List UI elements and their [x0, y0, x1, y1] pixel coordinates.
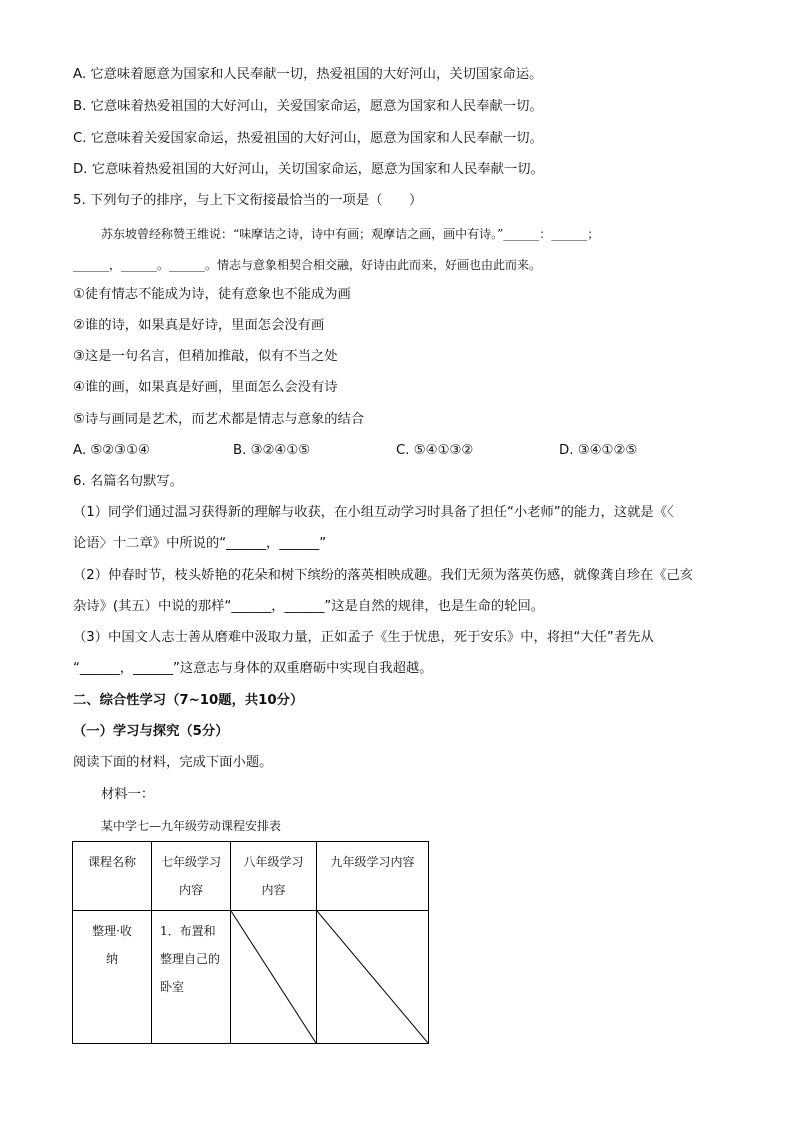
q6-item1-line1: （1）同学们通过温习获得新的理解与收获，在小组互动学习时具备了担任“小老师”的能力，这就是《〈	[73, 505, 674, 520]
q6-item1-line2: 论语〉十二章》中所说的“______，______”	[73, 536, 327, 551]
table-row	[73, 911, 429, 1044]
q4-option-c: C. 它意味着关爱国家命运，热爱祖国的大好河山，愿意为国家和人民奉献一切。	[73, 131, 543, 146]
cell-grade7: 1．布置和整理自己的卧室	[152, 911, 231, 1044]
table-caption: 某中学七—九年级劳动课程安排表	[101, 819, 282, 833]
q5-sentence-1: ①徒有情志不能成为诗，徒有意象也不能成为画	[73, 287, 351, 302]
cell-grade9-empty	[317, 911, 429, 1044]
table-header-row	[73, 842, 429, 911]
q6-item3-line2: “______，______”这意志与身体的双重磨砺中实现自我超越。	[73, 661, 433, 676]
section-heading: 二、综合性学习（7~10题，共10分）	[73, 693, 304, 708]
q5-sentence-2: ②谁的诗，如果真是好诗，里面怎会没有画	[73, 318, 325, 333]
cell-grade8-empty	[231, 911, 317, 1044]
material-label: 材料一：	[101, 787, 155, 802]
q5-choice-c: C. ⑤④①③②	[396, 443, 474, 458]
header-grade9: 九年级学习内容	[317, 842, 429, 911]
header-grade8: 八年级学习内容	[231, 842, 317, 911]
q6-item2-line1: （2）仲春时节，枝头娇艳的花朵和树下缤纷的落英相映成趣。我们无须为落英伤感，就像龚自珍在《己亥	[73, 568, 694, 583]
labor-course-table	[72, 841, 429, 1044]
diagonal-line	[317, 911, 428, 1043]
q5-sentence-5: ⑤诗与画同是艺术，而艺术都是情志与意象的结合	[73, 412, 365, 427]
q4-option-d: D. 它意味着热爱祖国的大好河山，关切国家命运，愿意为国家和人民奉献一切。	[73, 162, 544, 177]
q5-passage-line1: 苏东坡曾经称赞王维说：“味摩诘之诗，诗中有画；观摩诘之画，画中有诗。”______：______；	[101, 227, 600, 241]
subsection-heading: （一）学习与探究（5分）	[73, 724, 229, 739]
q5-choice-d: D. ③④①②⑤	[559, 443, 638, 458]
q6-item2-line2: 杂诗》(其五）中说的那样“______，______”这是自然的规律，也是生命的轮回。	[73, 599, 545, 614]
q6-stem: 6. 名篇名句默写。	[73, 474, 183, 489]
cell-course: 整理·收纳	[73, 911, 152, 1044]
q5-passage-line2: ______，______。______。情志与意象相契合相交融，好诗由此而来，好画也由此而来。	[73, 258, 542, 272]
q5-choice-a: A. ⑤②③①④	[73, 443, 150, 458]
header-course-name: 课程名称	[73, 842, 152, 911]
reading-instruction: 阅读下面的材料，完成下面小题。	[73, 755, 273, 770]
q4-option-b: B. 它意味着热爱祖国的大好河山，关爱国家命运，愿意为国家和人民奉献一切。	[73, 99, 543, 114]
q5-choice-b: B. ③②④①⑤	[233, 443, 311, 458]
q4-option-a: A. 它意味着愿意为国家和人民奉献一切，热爱祖国的大好河山，关切国家命运。	[73, 67, 543, 82]
q5-sentence-3: ③这是一句名言，但稍加推敲，似有不当之处	[73, 349, 338, 364]
q5-sentence-4: ④谁的画，如果真是好画，里面怎么会没有诗	[73, 380, 338, 395]
q5-stem: 5. 下列句子的排序，与上下文衔接最恰当的一项是（ ）	[73, 193, 423, 208]
q6-item3-line1: （3）中国文人志士善从磨难中汲取力量，正如孟子《生于忧患，死于安乐》中，将担“大任”者先从	[73, 630, 654, 645]
header-grade7: 七年级学习内容	[152, 842, 231, 911]
diagonal-line	[231, 911, 316, 1043]
